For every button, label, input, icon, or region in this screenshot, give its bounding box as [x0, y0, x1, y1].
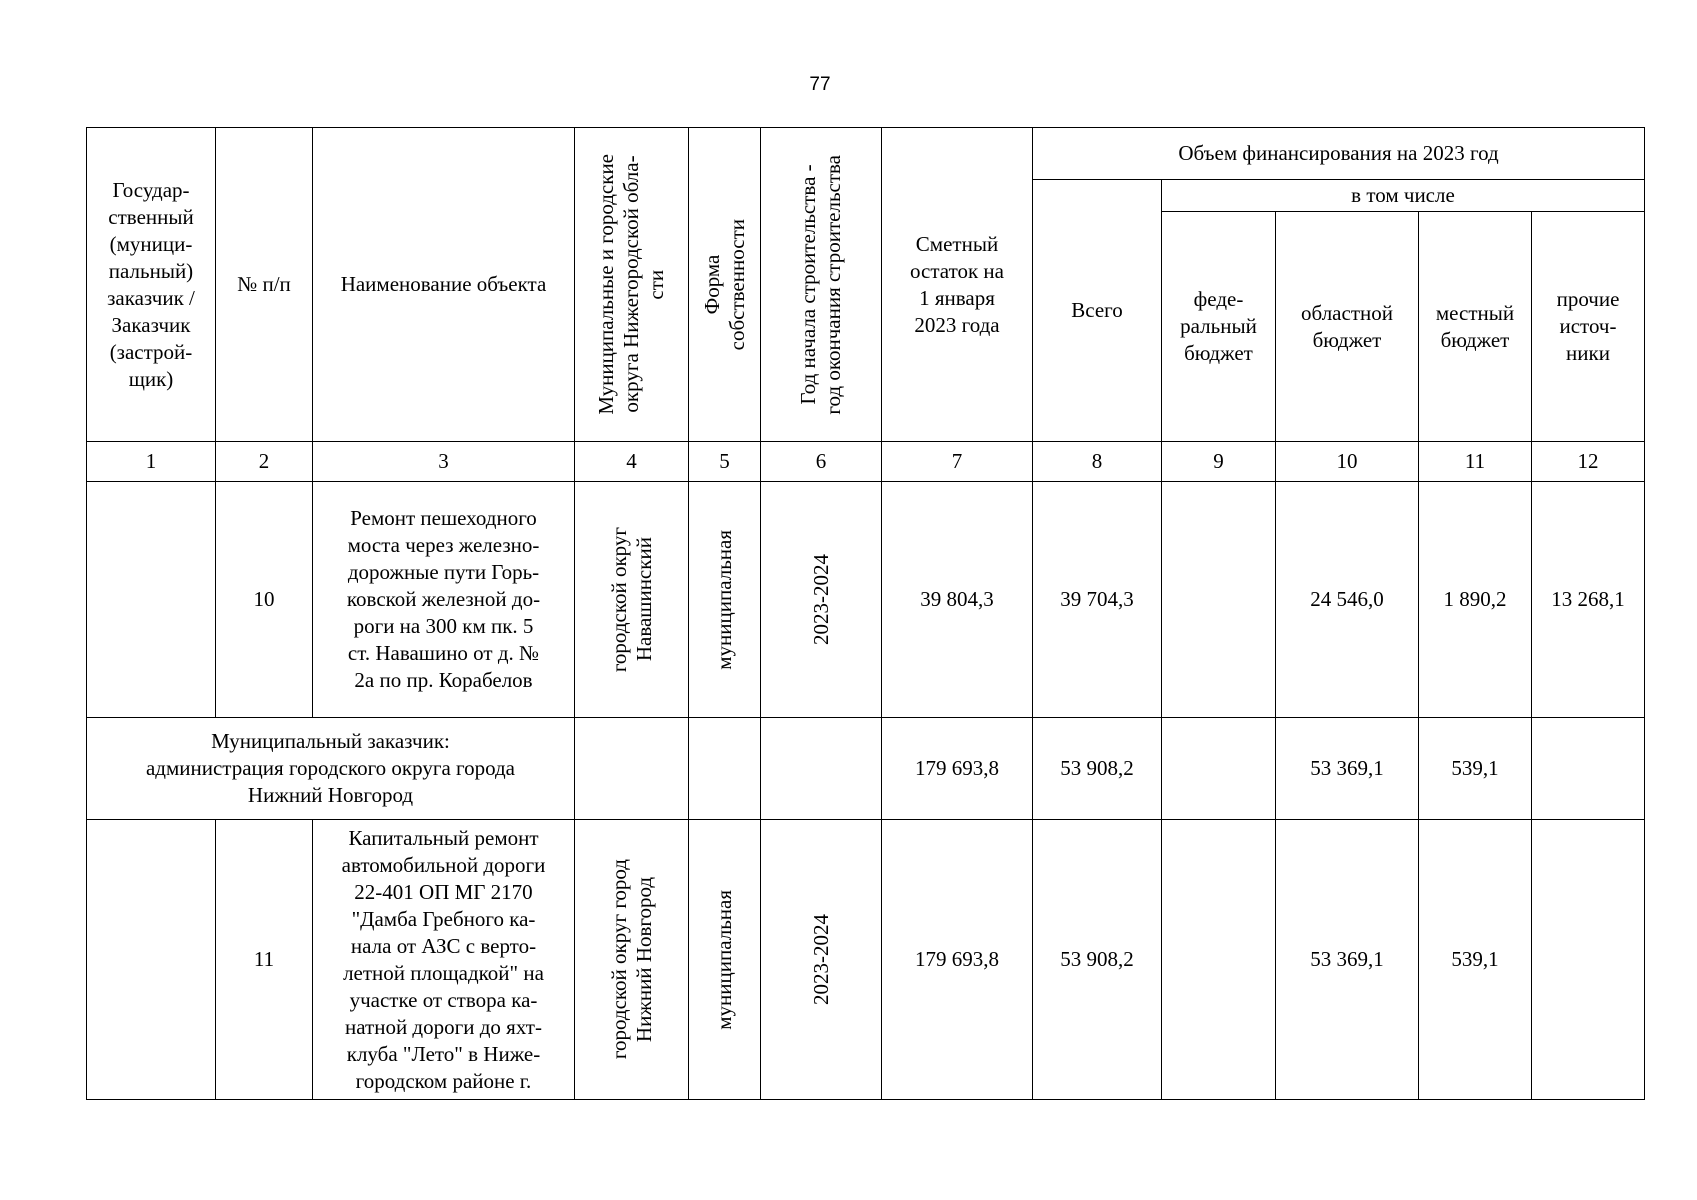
- header-funding-group: Объем финансирования на 2023 год: [1033, 128, 1645, 180]
- customer-label: Муниципальный заказчик: администрация городского округа города Нижний Новгород: [87, 718, 575, 820]
- column-number: 10: [1276, 442, 1419, 482]
- cell-other: 13 268,1: [1532, 482, 1645, 718]
- column-number: 4: [575, 442, 689, 482]
- column-number: 3: [313, 442, 575, 482]
- cell-object-name: Ремонт пешеходного моста через железно- дорожные пути Горь- ковской железной до- роги на 300 км пк. 5 ст. Навашино от д. № 2а по пр. Корабелов: [313, 482, 575, 718]
- cell-years: [761, 482, 882, 718]
- column-number: 5: [689, 442, 761, 482]
- cell-number: 11: [216, 820, 313, 1100]
- cell-years-text: 2023-2024: [808, 554, 833, 645]
- header-regional: областной бюджет: [1276, 212, 1419, 442]
- column-number: 11: [1419, 442, 1532, 482]
- header-row-1: [87, 128, 1645, 180]
- header-total: Всего: [1033, 180, 1162, 442]
- cell-other: [1532, 718, 1645, 820]
- header-ownership: [689, 128, 761, 442]
- cell-customer: [87, 820, 216, 1100]
- cell-ownership: [689, 718, 761, 820]
- cell-district: [575, 718, 689, 820]
- cell-district-text: городской округ Навашинский: [606, 526, 656, 673]
- cell-ownership: [689, 820, 761, 1100]
- column-number: 1: [87, 442, 216, 482]
- header-years-text: Год начала строительства - год окончания строительства: [796, 154, 845, 415]
- header-including: в том числе: [1162, 180, 1645, 212]
- header-estimate: Сметный остаток на 1 января 2023 года: [882, 128, 1033, 442]
- column-number: 6: [761, 442, 882, 482]
- table-row: [87, 482, 1645, 718]
- column-number: 2: [216, 442, 313, 482]
- header-federal: феде- ральный бюджет: [1162, 212, 1276, 442]
- cell-years: [761, 718, 882, 820]
- page-number: 77: [809, 74, 831, 95]
- cell-local: 1 890,2: [1419, 482, 1532, 718]
- cell-total: 53 908,2: [1033, 820, 1162, 1100]
- cell-federal: [1162, 482, 1276, 718]
- cell-ownership-text: муниципальная: [712, 529, 736, 670]
- cell-district: [575, 820, 689, 1100]
- header-customer: Государ- ственный (муници- пальный) заказчик / Заказчик (застрой- щик): [87, 128, 216, 442]
- column-number: 12: [1532, 442, 1645, 482]
- column-number-row: [87, 442, 1645, 482]
- header-object-name: Наименование объекта: [313, 128, 575, 442]
- cell-estimate: 39 804,3: [882, 482, 1033, 718]
- customer-subtotal-row: [87, 718, 1645, 820]
- cell-federal: [1162, 718, 1276, 820]
- cell-local: 539,1: [1419, 718, 1532, 820]
- header-years: [761, 128, 882, 442]
- cell-regional: 53 369,1: [1276, 718, 1419, 820]
- cell-years: [761, 820, 882, 1100]
- cell-local: 539,1: [1419, 820, 1532, 1100]
- column-number: 9: [1162, 442, 1276, 482]
- cell-object-name: Капитальный ремонт автомобильной дороги 22-401 ОП МГ 2170 "Дамба Гребного ка- нала от АЗС с верто- летной площадкой" на участке от створа ка- натной дороги до яхт- клуба "Лето" в Ниже- городском районе г.: [313, 820, 575, 1100]
- cell-regional: 53 369,1: [1276, 820, 1419, 1100]
- investment-table: [86, 127, 1645, 1100]
- cell-ownership: [689, 482, 761, 718]
- column-number: 7: [882, 442, 1033, 482]
- cell-total: 39 704,3: [1033, 482, 1162, 718]
- cell-total: 53 908,2: [1033, 718, 1162, 820]
- cell-estimate: 179 693,8: [882, 718, 1033, 820]
- header-number: № п/п: [216, 128, 313, 442]
- column-number: 8: [1033, 442, 1162, 482]
- cell-estimate: 179 693,8: [882, 820, 1033, 1100]
- cell-district: [575, 482, 689, 718]
- header-district: [575, 128, 689, 442]
- header-local: местный бюджет: [1419, 212, 1532, 442]
- cell-customer: [87, 482, 216, 718]
- cell-ownership-text: муниципальная: [712, 889, 736, 1030]
- cell-district-text: городской округ город Нижний Новгород: [606, 859, 656, 1060]
- cell-years-text: 2023-2024: [808, 914, 833, 1005]
- header-district-text: Муниципальные и городские округа Нижегородской обла- сти: [594, 154, 668, 415]
- cell-federal: [1162, 820, 1276, 1100]
- header-other: прочие источ- ники: [1532, 212, 1645, 442]
- header-ownership-text: Форма собственности: [699, 218, 749, 351]
- cell-other: [1532, 820, 1645, 1100]
- cell-number: 10: [216, 482, 313, 718]
- table-row: [87, 820, 1645, 1100]
- cell-regional: 24 546,0: [1276, 482, 1419, 718]
